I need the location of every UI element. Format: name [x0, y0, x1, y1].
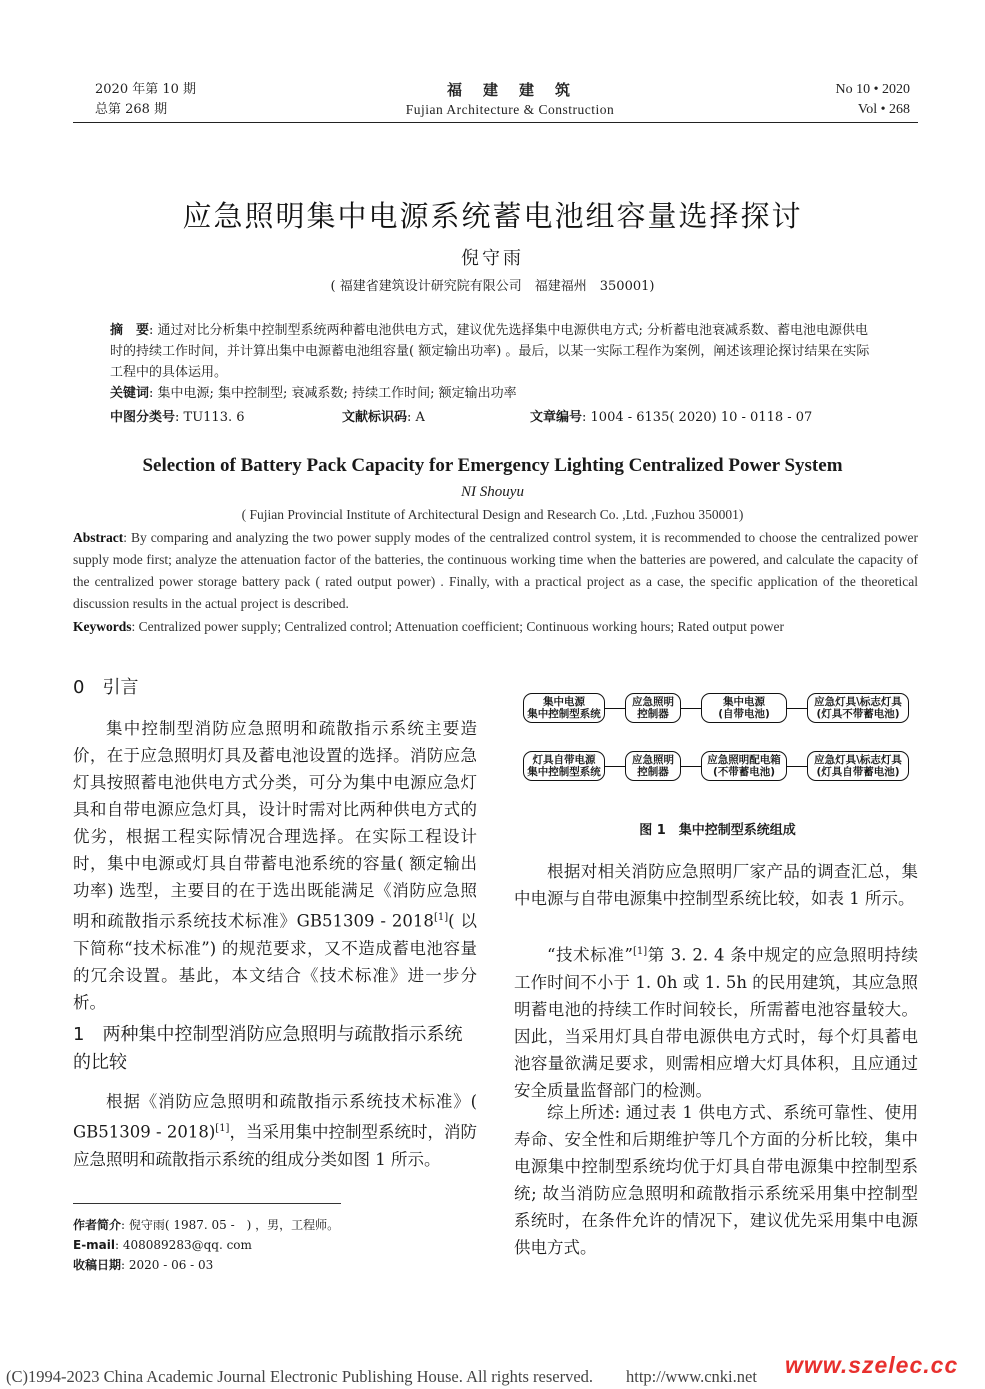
- paper-affiliation: ( 福建省建筑设计研究院有限公司 福建福州 350001): [330, 279, 655, 294]
- abstract-cn-text: : 通过对比分析集中控制型系统两种蓄电池供电方式，建议优先选择集中电源供电方式; 分析蓄电池衰减系数、蓄电池电源供电时的持续工作时间，并计算出集中电源蓄电池组容量( 额定输出功率) 。最后，以某一实际工程作为案例，阐述该理论探讨结果在实际工程中的具体运用。: [110, 323, 870, 380]
- citation-1: [1]: [632, 946, 648, 957]
- section-1-text-a: 根据《消防应急照明和疏散指示系统技术标准》( GB51309 - 2018): [73, 1092, 477, 1142]
- box-lights-with-battery: 应急灯具\标志灯具 (灯具自带蓄电池): [807, 751, 909, 781]
- paper-author: 倪守雨: [461, 248, 524, 269]
- section-0-text-a: 集中控制型消防应急照明和疏散指示系统主要造价，在于应急照明灯具及蓄电池设置的选择。消防应急灯具按照蓄电池供电方式分类，可分为集中电源应急灯具和自带电源应急灯具，设计时需对比两种供电方式的优劣，根据工程实际情况合理选择。在实际工程设计时，集中电源或灯具自带蓄电池系统的容量( 额定输出功率) 选型，主要目的在于选出既能满足《消防应急照明和疏散指示系统技术标准》GB51309 - 2018: [73, 719, 477, 931]
- classification: [110, 408, 245, 428]
- article-number-label: 文章编号: [530, 410, 583, 425]
- email-label: E-mail: [73, 1238, 116, 1252]
- issue-total: 总第 268 期: [95, 102, 168, 117]
- keywords-cn-label: 关键词: [110, 386, 150, 401]
- abstract-en-label: Abstract: [73, 530, 124, 545]
- right-paragraph-2: [514, 938, 918, 1104]
- paper-title-en: Selection of Battery Pack Capacity for Emergency Lighting Centralized Power System: [142, 455, 843, 476]
- abstract-en-text: : By comparing and analyzing the two power supply modes of the centralized control system, it is recommended to choose the centralized power supply mode first; analyze the attenuation factor of the batteries, the continuous working time when the batteries are powered, and calculate the capacity of the centralized power storage battery pack ( rated output power) . Finally, with a practical project as a case, the specific application of the theoretical discussion results in the actual project is described.: [73, 530, 918, 611]
- journal-name-cn: 福 建 建 筑: [446, 81, 573, 99]
- figure-1-caption: 图 1 集中控制型系统组成: [639, 823, 796, 838]
- journal-name: [380, 80, 640, 120]
- classification-value: : TU113. 6: [175, 410, 245, 425]
- paper-affiliation-en: ( Fujian Provincial Institute of Architectural Design and Research Co. ,Ltd. ,Fuzhou 350001): [241, 507, 744, 522]
- article-number-value: : 1004 - 6135( 2020) 10 - 0118 - 07: [582, 410, 813, 425]
- abstract-cn: [110, 320, 880, 404]
- keywords-cn-text: : 集中电源; 集中控制型; 衰减系数; 持续工作时间; 额定输出功率: [149, 386, 517, 401]
- article-number: [530, 408, 812, 428]
- volume-number: No 10 • 2020: [835, 82, 910, 97]
- right-paragraph-3: 综上所述: 通过表 1 供电方式、系统可靠性、使用寿命、安全性和后期维护等几个方面的分析比较，集中电源集中控制型系统均优于灯具自带电源集中控制型系统; 故当消防应急照明和疏散指示系统采用集中控制型系统时，在条件允许的情况下，建议优先采用集中电源供电方式。: [514, 1103, 918, 1257]
- volume-info: [835, 80, 910, 120]
- section-0-heading: 0 引言: [73, 677, 139, 698]
- section-1-text-b: ，当采用集中控制型系统时，消防应急照明和疏散指示系统的组成分类如图 1 所示。: [73, 1122, 477, 1169]
- doc-code: [342, 408, 425, 428]
- author-note: [73, 1215, 339, 1275]
- volume-total: Vol • 268: [857, 102, 910, 117]
- classification-label: 中图分类号: [110, 410, 176, 425]
- issue-info: [95, 80, 196, 120]
- header-rule: [73, 122, 918, 123]
- citation-1: [1]: [433, 912, 449, 923]
- journal-name-en: Fujian Architecture & Construction: [405, 102, 615, 117]
- abstract-en: [73, 527, 918, 615]
- section-1-paragraph: [73, 1088, 477, 1173]
- paper-title: 应急照明集中电源系统蓄电池组容量选择探讨: [182, 199, 803, 233]
- citation-1: [1]: [215, 1123, 230, 1134]
- keywords-en: [73, 616, 918, 638]
- footnote-rule: [73, 1203, 341, 1204]
- box-controller-2: 应急照明 控制器: [625, 751, 681, 781]
- received-label: 收稿日期: [73, 1258, 122, 1272]
- keywords-en-label: Keywords: [73, 619, 132, 634]
- email-value: : 408089283@qq. com: [115, 1238, 252, 1252]
- box-controller-1: 应急照明 控制器: [625, 693, 681, 723]
- box-lights-no-battery: 应急灯具\标志灯具 (灯具不带蓄电池): [807, 693, 909, 723]
- right-p2-text-a: “技术标准”: [547, 945, 633, 965]
- right-p2-text-b: 第 3. 2. 4 条中规定的应急照明持续工作时间不小于 1. 0h 或 1. 5h 的民用建筑，其应急照明蓄电池的持续工作时间较长，所需蓄电池容量较大。因此，当采用灯具自带电源供电方式时，每个灯具蓄电池容量欲满足要求，则需相应增大灯具体积，且应通过安全质量监督部门的检测。: [514, 945, 918, 1100]
- issue-year: 2020 年第 10 期: [95, 82, 197, 97]
- received-value: : 2020 - 06 - 03: [121, 1258, 214, 1272]
- section-0-text-b: ( 以下简称“技术标准”) 的规范要求，又不造成蓄电池容量的冗余设置。基此，本文结合《技术标准》进一步分析。: [73, 911, 477, 1012]
- figure-1-diagram: [515, 685, 920, 795]
- box-central-power-battery: 集中电源 (自带电池): [701, 693, 787, 723]
- right-paragraph-1: 根据对相关消防应急照明厂家产品的调查汇总，集中电源与自带电源集中控制型系统比较，如表 1 所示。: [514, 862, 918, 908]
- section-0-paragraph: [73, 715, 477, 1016]
- watermark: www.szelec.cc: [785, 1352, 959, 1378]
- copyright-footer: (C)1994-2023 China Academic Journal Electronic Publishing House. All rights reserved. http://www.cnki.net: [6, 1367, 757, 1386]
- box-central-power-system: 集中电源 集中控制型系统: [523, 693, 605, 723]
- doc-code-value: : A: [407, 410, 425, 425]
- abstract-cn-label: 摘 要: [110, 323, 150, 338]
- section-1-heading: 1 两种集中控制型消防应急照明与疏散指示系统的比较: [73, 1024, 463, 1073]
- doc-code-label: 文献标识码: [342, 410, 408, 425]
- box-distribution-box: 应急照明配电箱 (不带蓄电池): [701, 751, 787, 781]
- keywords-en-text: : Centralized power supply; Centralized control; Attenuation coefficient; Continuous working hours; Rated output power: [131, 619, 784, 634]
- paper-author-en: NI Shouyu: [461, 484, 524, 500]
- box-self-powered-system: 灯具自带电源 集中控制型系统: [523, 751, 605, 781]
- author-bio-label: 作者简介: [73, 1218, 122, 1232]
- author-bio: : 倪守雨( 1987. 05 - ) ，男，工程师。: [121, 1218, 340, 1232]
